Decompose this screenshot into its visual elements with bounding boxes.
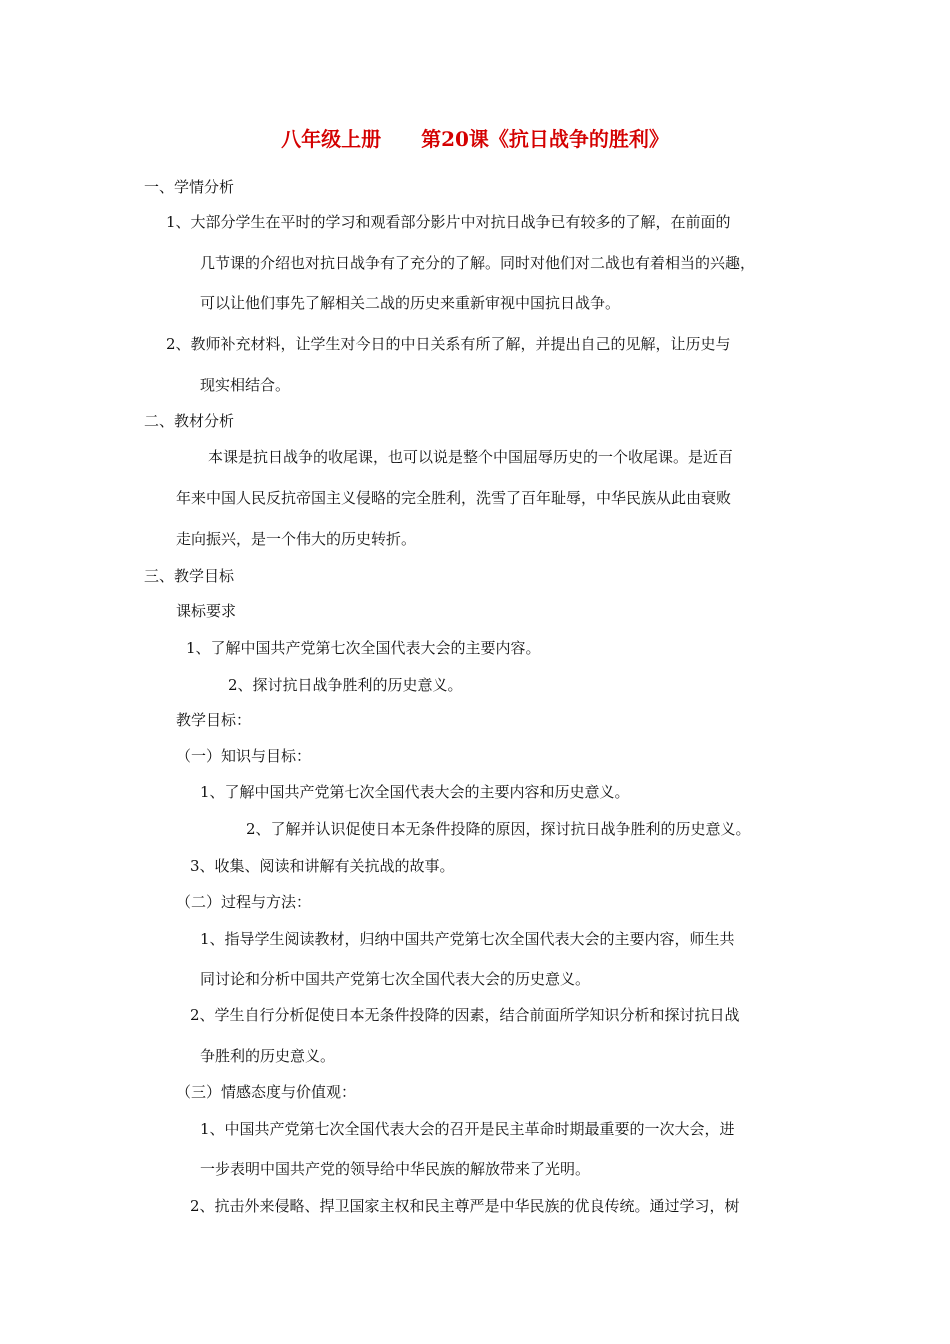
paragraph-line: 可以让他们事先了解相关二战的历史来重新审视中国抗日战争。: [200, 294, 621, 312]
list-item: 2、学生自行分析促使日本无条件投降的因素，结合前面所学知识分析和探讨抗日战: [190, 1006, 740, 1024]
section-heading-situation: 一、学情分析: [144, 178, 235, 196]
subheading-process: （二）过程与方法：: [176, 893, 312, 911]
list-item: 1、了解中国共产党第七次全国代表大会的主要内容。: [186, 639, 541, 657]
paragraph-line: 几节课的介绍也对抗日战争有了充分的了解。同时对他们对二战也有着相当的兴趣，: [200, 254, 756, 272]
paragraph-line: 一步表明中国共产党的领导给中华民族的解放带来了光明。: [200, 1160, 591, 1178]
list-item: 3、收集、阅读和讲解有关抗战的故事。: [190, 857, 455, 875]
paragraph-line: 同讨论和分析中国共产党第七次全国代表大会的历史意义。: [200, 970, 591, 988]
subheading-attitude: （三）情感态度与价值观：: [176, 1083, 357, 1101]
title-grade: 八年级上册: [281, 127, 382, 151]
paragraph-line: 年来中国人民反抗帝国主义侵略的完全胜利，洗雪了百年耻辱，中华民族从此由衰败: [176, 489, 732, 507]
section-heading-material: 二、教材分析: [144, 412, 235, 430]
list-item: 2、抗击外来侵略、捍卫国家主权和民主尊严是中华民族的优良传统。通过学习，树: [190, 1197, 740, 1215]
list-item: 2、探讨抗日战争胜利的历史意义。: [228, 676, 463, 694]
list-item: 2、了解并认识促使日本无条件投降的原因，探讨抗日战争胜利的历史意义。: [246, 820, 751, 838]
paragraph-line: 1、大部分学生在平时的学习和观看部分影片中对抗日战争已有较多的了解，在前面的: [166, 213, 731, 231]
paragraph-line: 走向振兴，是一个伟大的历史转折。: [176, 530, 417, 548]
list-item: 1、中国共产党第七次全国代表大会的召开是民主革命时期最重要的一次大会，进: [200, 1120, 735, 1138]
title-lesson: 第20课《抗日战争的胜利》: [421, 127, 669, 151]
list-item: 1、了解中国共产党第七次全国代表大会的主要内容和历史意义。: [200, 783, 630, 801]
page-title: [0, 126, 950, 152]
paragraph-line: 本课是抗日战争的收尾课，也可以说是整个中国屈辱历史的一个收尾课。是近百: [208, 448, 734, 466]
subheading-teaching-goals: 教学目标：: [176, 711, 252, 729]
list-item: 1、指导学生阅读教材，归纳中国共产党第七次全国代表大会的主要内容，师生共: [200, 930, 735, 948]
subheading-curriculum: 课标要求: [176, 602, 237, 620]
subheading-knowledge: （一）知识与目标：: [176, 747, 312, 765]
paragraph-line: 2、教师补充材料，让学生对今日的中日关系有所了解，并提出自己的见解，让历史与: [166, 335, 731, 353]
paragraph-line: 现实相结合。: [200, 376, 291, 394]
section-heading-goals: 三、教学目标: [144, 567, 235, 585]
paragraph-line: 争胜利的历史意义。: [200, 1047, 336, 1065]
